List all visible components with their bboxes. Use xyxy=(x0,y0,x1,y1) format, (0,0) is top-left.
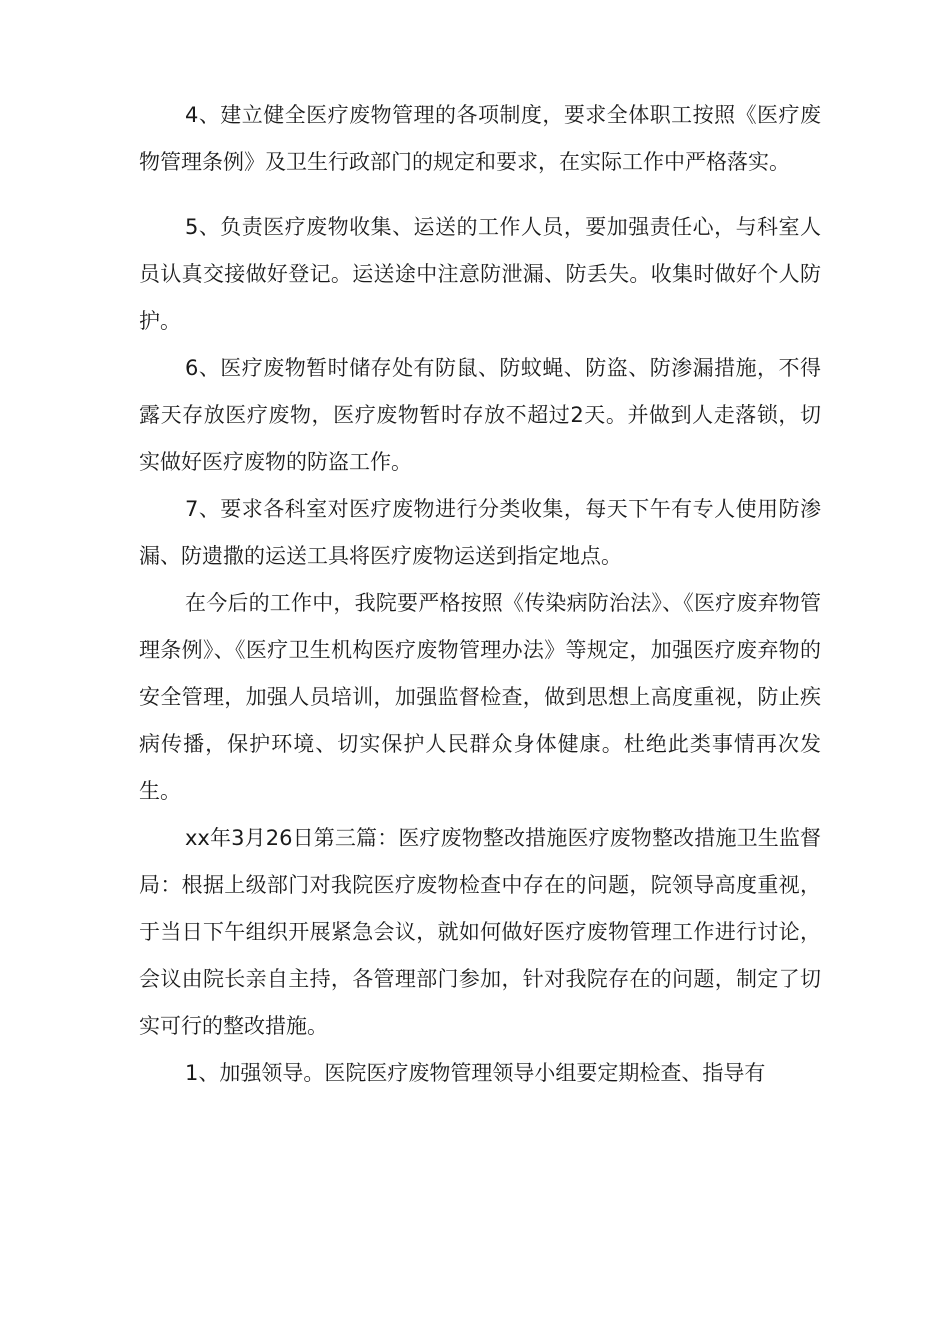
paragraph-item-6: 6、医疗废物暂时储存处有防鼠、防蚊蝇、防盗、防渗漏措施，不得露天存放医疗废物，医疗废物暂时存放不超过2天。并做到人走落锁，切实做好医疗废物的防盗工作。 xyxy=(139,356,821,474)
paragraph-third-article: xx年3月26日第三篇：医疗废物整改措施医疗废物整改措施卫生监督局：根据上级部门对我院医疗废物检查中存在的问题，院领导高度重视，于当日下午组织开展紧急会议，就如何做好医疗废物管理工作进行讨论，会议由院长亲自主持，各管理部门参加，针对我院存在的问题，制定了切实可行的整改措施。 xyxy=(139,826,821,1038)
paragraph-item-5: 5、负责医疗废物收集、运送的工作人员，要加强责任心，与科室人员认真交接做好登记。运送途中注意防泄漏、防丢失。收集时做好个人防护。 xyxy=(139,215,821,333)
paragraph-future-work: 在今后的工作中，我院要严格按照《传染病防治法》、《医疗废弃物管理条例》、《医疗卫生机构医疗废物管理办法》等规定，加强医疗废弃物的安全管理，加强人员培训，加强监督检查，做到思想上高度重视，防止疾病传播，保护环境、切实保护人民群众身体健康。杜绝此类事情再次发生。 xyxy=(139,591,821,803)
document-body xyxy=(139,92,821,1097)
paragraph-item-4: 4、建立健全医疗废物管理的各项制度，要求全体职工按照《医疗废物管理条例》及卫生行政部门的规定和要求，在实际工作中严格落实。 xyxy=(139,103,821,174)
paragraph-item-7: 7、要求各科室对医疗废物进行分类收集，每天下午有专人使用防渗漏、防遗撒的运送工具将医疗废物运送到指定地点。 xyxy=(139,497,821,568)
paragraph-item-1: 1、加强领导。医院医疗废物管理领导小组要定期检查、指导有 xyxy=(185,1061,766,1085)
